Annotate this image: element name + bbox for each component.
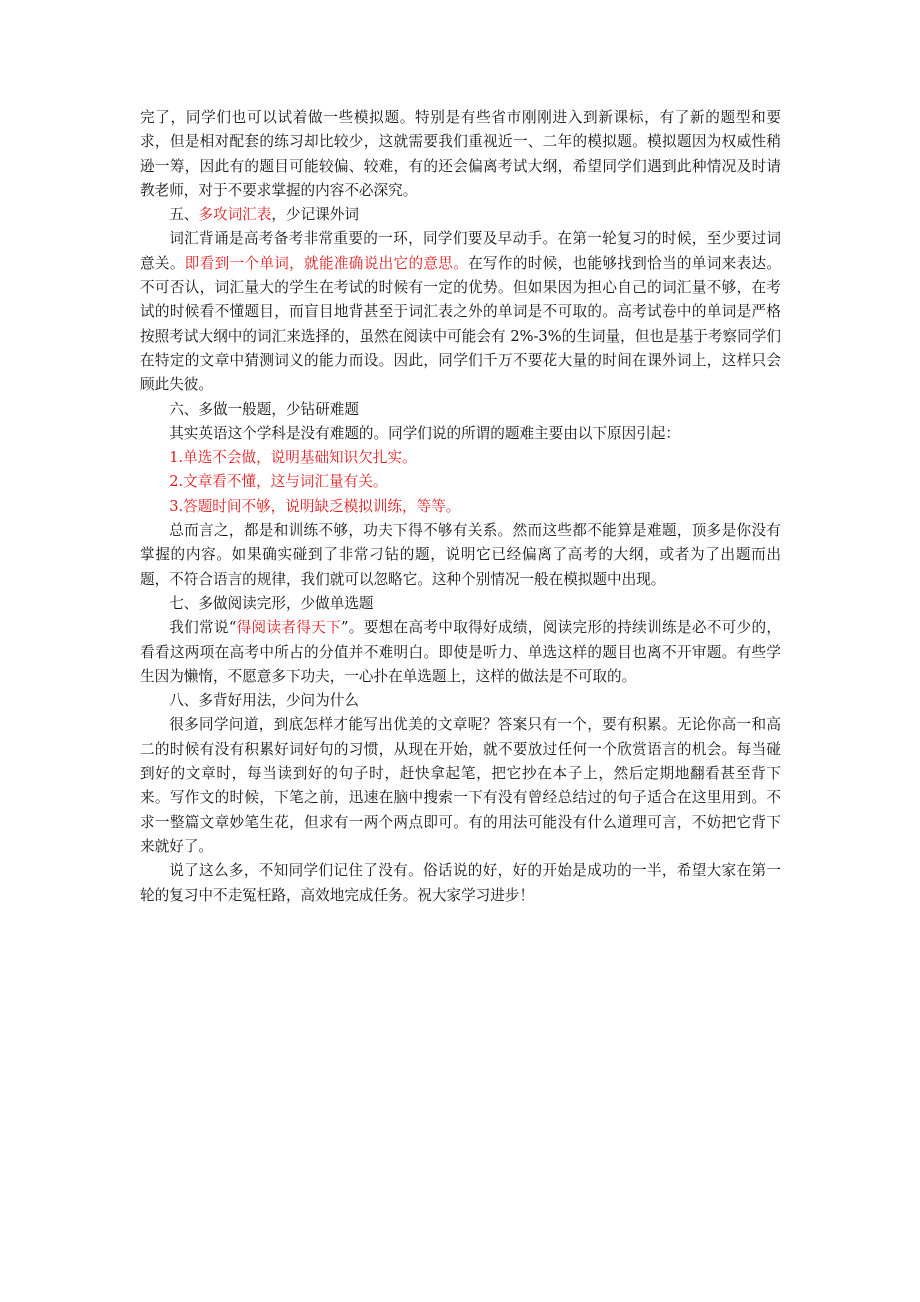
highlight-text: 即看到一个单词，就能准确说出它的意思。 <box>184 254 469 272</box>
text: 五、 <box>169 206 199 224</box>
text: 2.文章看不懂，这与词汇量有关。 <box>169 473 388 491</box>
text: ”。要想在高考中取得好成绩，阅读完形的持续训练是必不可少的，看看这两项在高考中所占的分值并不难明白。即使是听力、单选这样的题目也离不开审题。有些学生因为懒惰，不愿意多下功夫，一心扑在单选题上，这样的做法是不可取的。 <box>140 619 781 685</box>
text: 完了，同学们也可以试着做一些模拟题。特别是有些省市刚刚进入到新课标，有了新的题型和要求，但是相对配套的练习却比较少，这就需要我们重视近一、二年的模拟题。模拟题因为权威性稍逊一筹，因此有的题目可能较偏、较难，有的还会偏离考试大纲，希望同学们遇到此种情况及时请教老师，对于不要求掌握的内容不必深究。 <box>140 109 781 199</box>
section-heading-5 <box>140 203 781 227</box>
highlight-text: 得阅读者得天下 <box>236 619 342 637</box>
paragraph-writing <box>140 713 781 859</box>
text: 总而言之，都是和训练不够，功夫下得不够有关系。然而这些都不能算是难题，顶多是你没有掌握的内容。如果确实碰到了非常刁钻的题，说明它已经偏离了高考的大纲，或者为了出题而出题，不符合语言的规律，我们就可以忽略它。这种个别情况一般在模拟题中出现。 <box>140 522 781 588</box>
text: 说了这么多，不知同学们记住了没有。俗话说的好，好的开始是成功的一半，希望大家在第一轮的复习中不走冤枉路，高效地完成任务。祝大家学习进步！ <box>140 862 781 904</box>
paragraph-vocab <box>140 227 781 397</box>
text: 我们常说“ <box>169 619 237 637</box>
text: 1.单选不会做，说明基础知识欠扎实。 <box>169 449 417 467</box>
text: 七、多做阅读完形，少做单选题 <box>169 594 374 612</box>
document-body <box>140 106 781 908</box>
paragraph-conclusion <box>140 859 781 908</box>
text: 六、多做一般题，少钻研难题 <box>169 400 359 418</box>
text: ，少记课外词 <box>271 206 359 224</box>
highlight-text: 多攻词汇表 <box>198 206 272 224</box>
text: 在写作的时候，也能够找到恰当的单词来表达。不可否认，词汇量大的学生在考试的时候有一定的优势。但如果因为担心自己的词汇量不够，在考试的时候看不懂题目，而盲目地背甚至于词汇表之外的单词是不可取的。高考试卷中的单词是严格按照考试大纲中的词汇来选择的，虽然在阅读中可能会有 2%-3%的生词量，但也是基于考察同学们在特定的文章中猜测词义的能力而设。因此，同学们千万不要花大量的时间在课外词上，这样只会顾此失彼。 <box>140 254 781 394</box>
text: 3.答题时间不够，说明缺乏模拟训练，等等。 <box>169 497 461 515</box>
list-item-1 <box>140 446 781 470</box>
section-heading-6 <box>140 398 781 422</box>
text: 词汇背诵是高考备考非常重要的一环，同学们要及早动手。在第一轮复习的时候，至少要过词意关。 <box>140 230 781 272</box>
text: 很多同学问道，到底怎样才能写出优美的文章呢？答案只有一个，要有积累。无论你高一和高二的时候有没有积累好词好句的习惯，从现在开始，就不要放过任何一个欣赏语言的机会。每当碰到好的文章时，每当读到好的句子时，赶快拿起笔，把它抄在本子上，然后定期地翻看甚至背下来。写作文的时候，下笔之前，迅速在脑中搜索一下有没有曾经总结过的句子适合在这里用到。不求一整篇文章妙笔生花，但求有一两个两点即可。有的用法可能没有什么道理可言，不妨把它背下来就好了。 <box>140 716 781 855</box>
paragraph-reasons-intro <box>140 422 781 446</box>
section-heading-7 <box>140 592 781 616</box>
paragraph-summary <box>140 519 781 592</box>
list-item-3 <box>140 495 781 519</box>
list-item-2 <box>140 470 781 494</box>
section-heading-8 <box>140 689 781 713</box>
paragraph-reading <box>140 616 781 689</box>
text: 八、多背好用法，少问为什么 <box>169 692 359 710</box>
text: 其实英语这个学科是没有难题的。同学们说的所谓的题难主要由以下原因引起： <box>169 424 680 442</box>
paragraph-intro <box>140 106 781 203</box>
